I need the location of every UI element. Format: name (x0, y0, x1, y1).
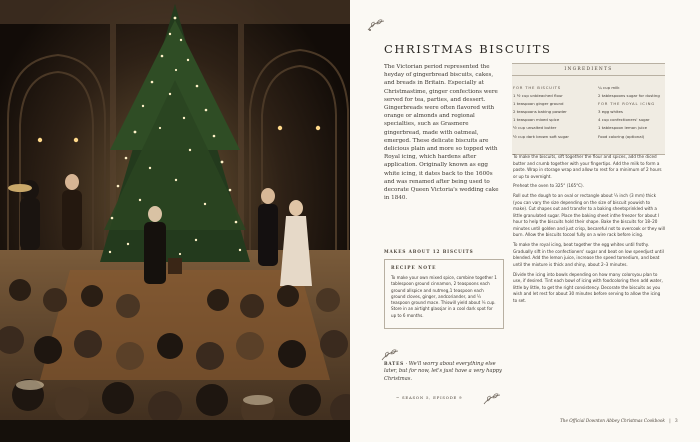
recipe-note-box (384, 259, 504, 329)
ingredient-item: 1 teaspoon ginger ground (513, 101, 564, 107)
holly-sprig-icon (366, 18, 386, 34)
ingredients-title: INGREDIENTS (564, 67, 613, 72)
recipe-yield: MAKES ABOUT 12 BISCUITS (384, 249, 474, 254)
page-footer (560, 418, 678, 423)
quote-speaker: BATES (384, 361, 404, 366)
ingredients-column-left (513, 84, 569, 141)
ingredient-item: 2 tablespoons sugar for dusting (598, 93, 660, 99)
recipe-title: CHRISTMAS BISCUITS (384, 41, 552, 56)
icing-heading: FOR THE ROYAL ICING (598, 101, 656, 107)
ingredient-item: 4 cup confectioners' sugar (598, 117, 650, 123)
ingredient-item: 3 egg whites (598, 109, 623, 115)
recipe-note-body: To make your own mixed spice, combine together 1 tablespoon ground cinnamon, 2 teaspoons each ground allspice and nutmeg,1 teaspoon each ground cloves, ginger, andcoriander, and ¼ teaspoon ground mace. Thiswill yield about ¼ cup. Store in an airtight glassjar in a cool dark spot for up to 6 months. (391, 275, 497, 318)
ingredients-column-right (598, 84, 660, 141)
recipe-intro: The Victorian period represented the heyday of gingerbread biscuits, cakes, and breads in Britain. Especially at Christmastime, ginger confections were served for tea, parties, and dessert. Gingerbreads were often flavored with orange or almonds and regional specialties, such as Grasmere gingerbread, made with oatmeal, emerged. These delicate biscuits are delicious plain and more so topped with Royal icing, which hardens after application. Originally known as egg white icing, it dates back to the 1600s and was renamed after being used to decorate Queen Victoria's wedding cake in 1840. (384, 64, 499, 202)
ingredient-item: Food coloring (optional) (598, 133, 645, 139)
holly-sprig-icon (482, 392, 502, 408)
ingredient-item: 1 tablespoon lemon juice (598, 125, 648, 131)
method-step: Divide the icing into bowls depending on how many colorsyou plan to use, if desired. Tint each bowl of icing with foodcoloring then add water, little by little, to get the right consistency. Decorate the biscuits as you wish and let rest for about 30 minutes before serving to allow the icing to set. (513, 271, 663, 303)
ingredient-item: ½ cup unsalted butter (513, 125, 557, 131)
quote-dash: · (405, 361, 409, 367)
quote-text: We'll worry about everything else later, but for now, let's just have a very happy Christmas. (384, 361, 502, 382)
footer-separator: | (669, 418, 671, 423)
biscuits-heading: FOR THE BISCUITS (513, 85, 562, 90)
ingredient-item: 1 teaspoon mixed spice (513, 117, 560, 123)
ingredients-box (512, 63, 665, 155)
quote-source: ~ SEASON 5, EPISODE 9 (396, 395, 463, 400)
ingredient-item: 1 ½ cup unbleached flour (513, 93, 563, 99)
method-step: To make the royal icing, beat together the egg whites until frothy. Gradually sift in the confectioners' sugar and beat on low speedjust until blended. Add the lemon juice, increase the speed tomedium, and beat until the mixture is thick and shiny, about 2–3 minutes. (513, 242, 664, 267)
recipe-page (350, 0, 700, 442)
ingredient-item: ¼ cup milk (598, 85, 620, 90)
ingredient-item: ½ cup dark brown soft sugar (513, 133, 569, 139)
method-step: Roll out the dough to an oval or rectangle about ¼ inch (3 mm) thick (you can vary the size depending on the size of biscuit youwish to make). Cut shapes out and transfer to a baking sheetsprinkled with a little granulated sugar. Place the baking sheet inthe freezer for about I hour to help the biscuits hold their shape. Bake the biscuits for 18–20 minutes until golden and just crisp, becareful not to overcook or they will burn. Allow the biscuits tocool fully on a wire rack before icing. (513, 193, 665, 238)
method-step: Preheat the oven to 325° (165°C). (513, 183, 584, 189)
recipe-method (513, 154, 665, 307)
ingredients-divider (512, 75, 665, 76)
ingredient-item: 2 teaspoons baking powder (513, 109, 567, 115)
method-step: To make the biscuits, sift together the flour and spices, add the diced butter and crumb together with your fingertips. Add the milk to form a paste. Wrap in storage wrap and allow to rest for a minimum of 2 hours or up to overnight. (513, 154, 662, 179)
book-title: The Official Downton Abbey Christmas Cookbook (560, 418, 665, 423)
character-quote (384, 360, 504, 383)
recipe-note-heading: RECIPE NOTE (391, 266, 437, 271)
page-number: 3 (675, 418, 678, 423)
